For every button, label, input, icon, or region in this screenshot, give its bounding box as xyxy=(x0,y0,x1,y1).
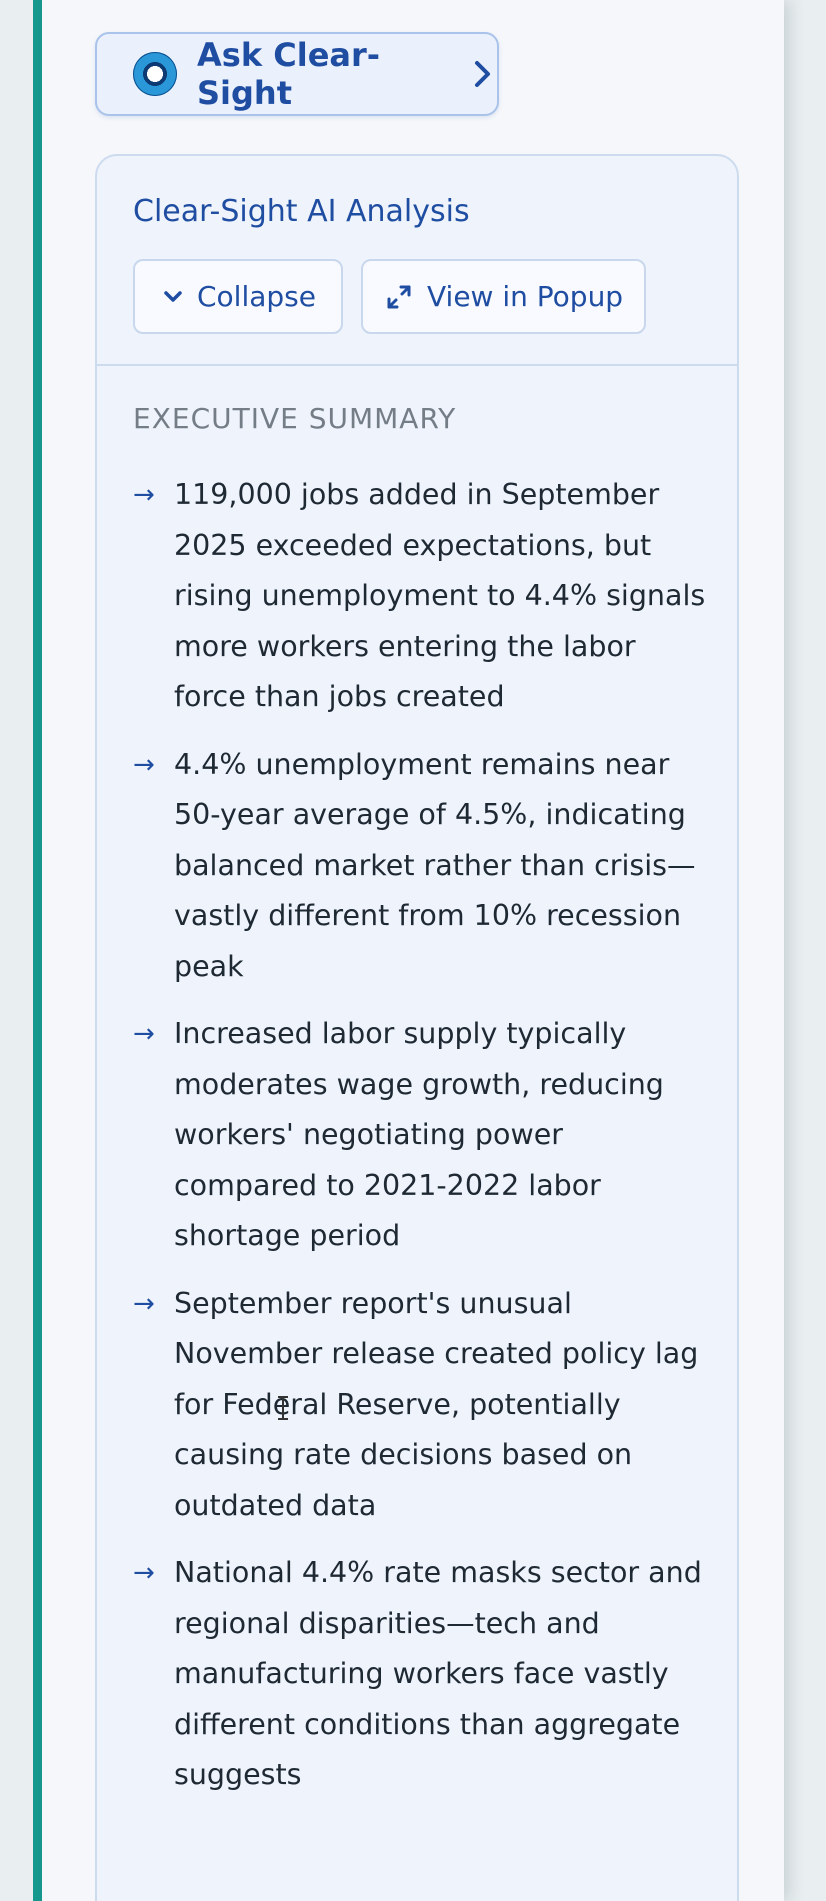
summary-bullet xyxy=(133,1279,713,1532)
collapse-button[interactable] xyxy=(133,259,343,334)
arrow-right-icon: → xyxy=(133,1019,155,1049)
analysis-title: Clear-Sight AI Analysis xyxy=(133,194,470,229)
summary-bullet xyxy=(133,740,713,993)
arrow-right-icon: → xyxy=(133,1558,155,1588)
summary-bullet-text: Increased labor supply typically moderates wage growth, reducing workers' negotiating power compared to 2021-2022 labor shortage period xyxy=(174,1017,664,1252)
expand-arrows-icon xyxy=(385,283,413,311)
executive-summary-list xyxy=(133,470,713,1818)
chevron-right-icon xyxy=(469,59,497,89)
text-cursor-icon xyxy=(275,1394,291,1422)
chevron-down-icon xyxy=(163,290,183,304)
collapse-label: Collapse xyxy=(197,280,316,313)
view-in-popup-button[interactable] xyxy=(361,259,646,334)
summary-bullet xyxy=(133,1548,713,1801)
summary-bullet-text: 119,000 jobs added in September 2025 exceeded expectations, but rising unemployment to 4.4% signals more workers entering the labor force than jobs created xyxy=(174,478,706,713)
executive-summary-heading: EXECUTIVE SUMMARY xyxy=(133,402,457,435)
analysis-card-header xyxy=(97,156,737,366)
summary-bullet xyxy=(133,1009,713,1262)
accent-sidebar-stripe xyxy=(33,0,42,1901)
ask-clear-sight-button[interactable] xyxy=(95,32,499,116)
arrow-right-icon: → xyxy=(133,480,155,510)
analysis-card xyxy=(95,154,739,1901)
summary-bullet-text: September report's unusual November release created policy lag for Federal Reserve, potentially causing rate decisions based on outdated data xyxy=(174,1286,699,1522)
summary-bullet-text: 4.4% unemployment remains near 50-year average of 4.5%, indicating balanced market rather than crisis—vastly different from 10% recession peak xyxy=(174,747,696,983)
summary-bullet xyxy=(133,470,713,723)
ask-clear-sight-label: Ask Clear-Sight xyxy=(197,36,381,112)
arrow-right-icon: → xyxy=(133,1288,155,1319)
view-in-popup-label: View in Popup xyxy=(427,280,624,313)
summary-bullet-text: National 4.4% rate masks sector and regional disparities—tech and manufacturing workers face vastly different conditions than aggregate suggests xyxy=(174,1556,702,1791)
clear-sight-logo-icon xyxy=(133,52,177,96)
arrow-right-icon: → xyxy=(133,749,155,780)
